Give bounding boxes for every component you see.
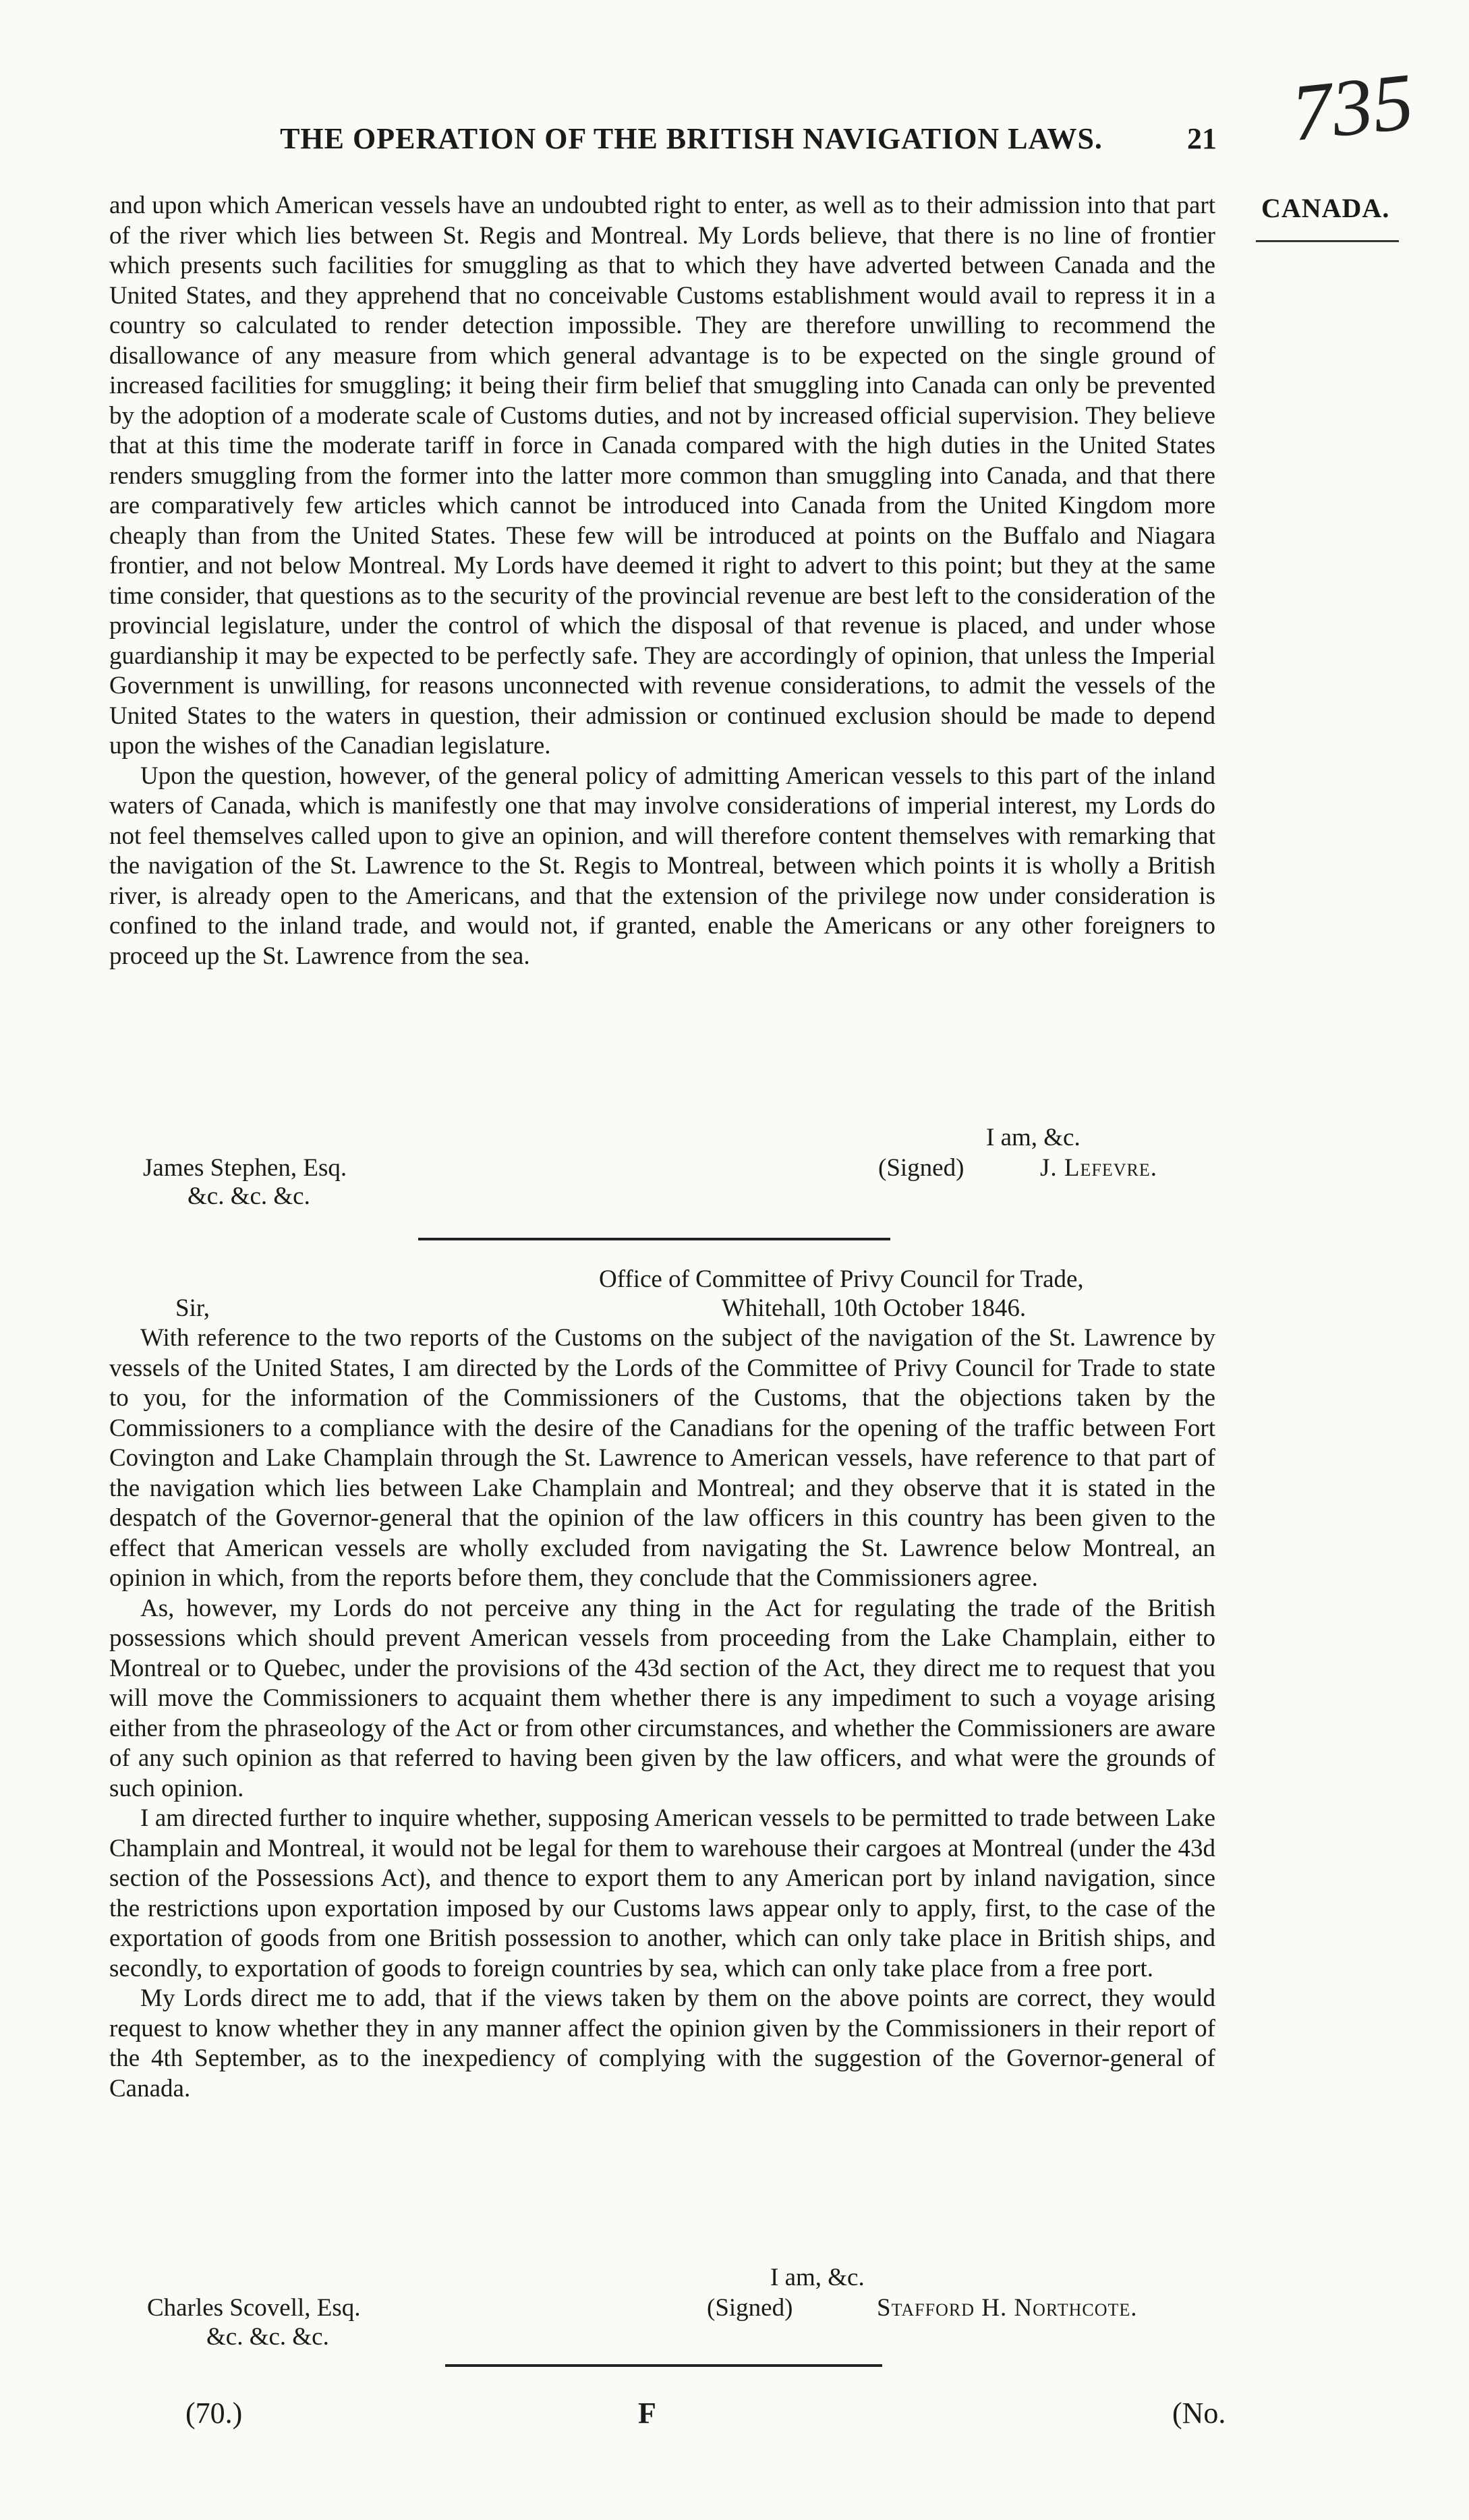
letter2-closing: I am, &c. — [770, 2264, 865, 2291]
page-header-title: THE OPERATION OF THE BRITISH NAVIGATION LAWS. — [280, 122, 1103, 155]
page-number: 21 — [1187, 122, 1217, 155]
margin-section-label: CANADA. — [1261, 193, 1390, 223]
letter1-paragraph: and upon which American vessels have an undoubted right to enter, as well as to their admission into that part of the river which lies between St. Regis and Montreal. My Lords believe, that there is no line of frontier which presents such facilities for smuggling as that to which they have adverted between Canada and the United States, and they apprehend that no conceivable Customs establishment would avail to repress it in a country so calculated to render detection impossible. They are therefore unwilling to recommend the disallowance of any measure from which general advantage is to be expected on the single ground of increased facilities for smuggling; it being their firm belief that smuggling into Canada can only be prevented by the adoption of a moderate scale of Customs duties, and not by increased official supervision. They believe that at this time the moderate tariff in force in Canada compared with the high duties in the United States renders smuggling from the former into the latter more common than smuggling into Canada, and that there are comparatively few articles which cannot be introduced into Canada from the United Kingdom more cheaply than from the United States. These few will be introduced at points on the Buffalo and Niagara frontier, and not below Montreal. My Lords have deemed it right to advert to this point; but they at the same time consider, that questions as to the security of the provincial revenue are best left to the consideration of the provincial legislature, under the control of which the disposal of that revenue is placed, and under whose guardianship it may be expected to be perfectly safe. They are accordingly of opinion, that unless the Imperial Government is unwilling, for reasons unconnected with revenue considerations, to admit the vessels of the United States to the waters in question, their admission or continued exclusion should be made to depend upon the wishes of the Canadian legislature. — [109, 192, 1215, 760]
footer-divider — [445, 2364, 882, 2367]
letter1-addressee-etc: &c. &c. &c. — [188, 1182, 310, 1210]
letter1-closing: I am, &c. — [986, 1124, 1081, 1151]
letter2-body — [109, 1323, 1215, 2104]
footer-number: (70.) — [185, 2397, 243, 2430]
letter2-paragraph: As, however, my Lords do not perceive any thing in the Act for regulating the trade of the British possessions which should prevent American vessels from proceeding from the Lake Champlain, either to Montreal or to Quebec, under the provisions of the 43d section of the Act, they direct me to request that you will move the Commissioners to acquaint them whether there is any impediment to such a voyage arising either from the phraseology of the Act or from other circumstances, and whether the Commissioners are aware of any such opinion as that referred to having been given by the law officers, and what were the grounds of such opinion. — [109, 1594, 1215, 1802]
margin-rule — [1256, 240, 1399, 242]
footer-signature-mark: F — [638, 2397, 656, 2430]
handwritten-folio-number: 735 — [1287, 55, 1418, 159]
letter1-body — [109, 191, 1215, 971]
letter2-paragraph: I am directed further to inquire whether, supposing American vessels to be permitted to trade between Lake Champlain and Montreal, it would not be legal for them to warehouse their cargoes at Montreal (under the 43d section of the Possessions Act), and thence to export them to any American port by inland navigation, since the restrictions upon exportation imposed by our Customs laws appear only to apply, first, to the case of the exportation of goods from one British possession to another, which can only take place in British ships, and secondly, to exportation of goods to foreign countries by sea, which can only take place from a free port. — [109, 1804, 1215, 1982]
letter2-paragraph: With reference to the two reports of the Customs on the subject of the navigation of the St. Lawrence by vessels of the United States, I am directed by the Lords of the Committee of Privy Council for Trade to state to you, for the information of the Commissioners of the Customs, that the objections taken by the Commissioners to a compliance with the desire of the Canadians for the opening of the traffic between Fort Covington and Lake Champlain through the St. Lawrence to American vessels, have reference to that part of the navigation which lies between Lake Champlain and Montreal; and they observe that it is stated in the despatch of the Governor-general that the opinion of the law officers in this country has been given to the effect that American vessels are wholly excluded from navigating the St. Lawrence below Montreal, an opinion in which, from the reports before them, they conclude that the Commissioners agree. — [109, 1324, 1215, 1592]
letter2-salutation: Sir, — [175, 1294, 210, 1322]
letter2-signatory: Stafford H. Northcote. — [877, 2294, 1138, 2322]
letter2-addressee: Charles Scovell, Esq. — [147, 2294, 361, 2322]
section-divider — [418, 1238, 890, 1240]
letter1-signed: (Signed) — [878, 1154, 964, 1182]
letter1-addressee: James Stephen, Esq. — [143, 1154, 347, 1182]
letter2-signed: (Signed) — [707, 2294, 793, 2322]
letter2-addressee-etc: &c. &c. &c. — [206, 2323, 329, 2351]
letter1-paragraph: Upon the question, however, of the general policy of admitting American vessels to this part of the inland waters of Canada, which is manifestly one that may involve considerations of imperial interest, my Lords do not feel themselves called upon to give an opinion, and will therefore content themselves with remarking that the navigation of the St. Lawrence to the St. Regis to Montreal, between which points it is wholly a British river, is already open to the Americans, and that the extension of the privilege now under consideration is confined to the inland trade, and would not, if granted, enable the Americans or any other foreigners to proceed up the St. Lawrence from the sea. — [109, 762, 1215, 970]
letter2-office: Office of Committee of Privy Council for Trade, — [599, 1265, 1084, 1293]
letter1-signatory: J. Lefevre. — [1040, 1154, 1157, 1182]
letter2-place-date: Whitehall, 10th October 1846. — [722, 1294, 1027, 1322]
letter2-paragraph: My Lords direct me to add, that if the views taken by them on the above points are correct, they would request to know whether they in any manner affect the opinion given by the Commissioners in their report of the 4th September, as to the inexpediency of complying with the suggestion of the Governor-general of Canada. — [109, 1984, 1215, 2102]
footer-catchword: (No. — [1172, 2397, 1226, 2430]
